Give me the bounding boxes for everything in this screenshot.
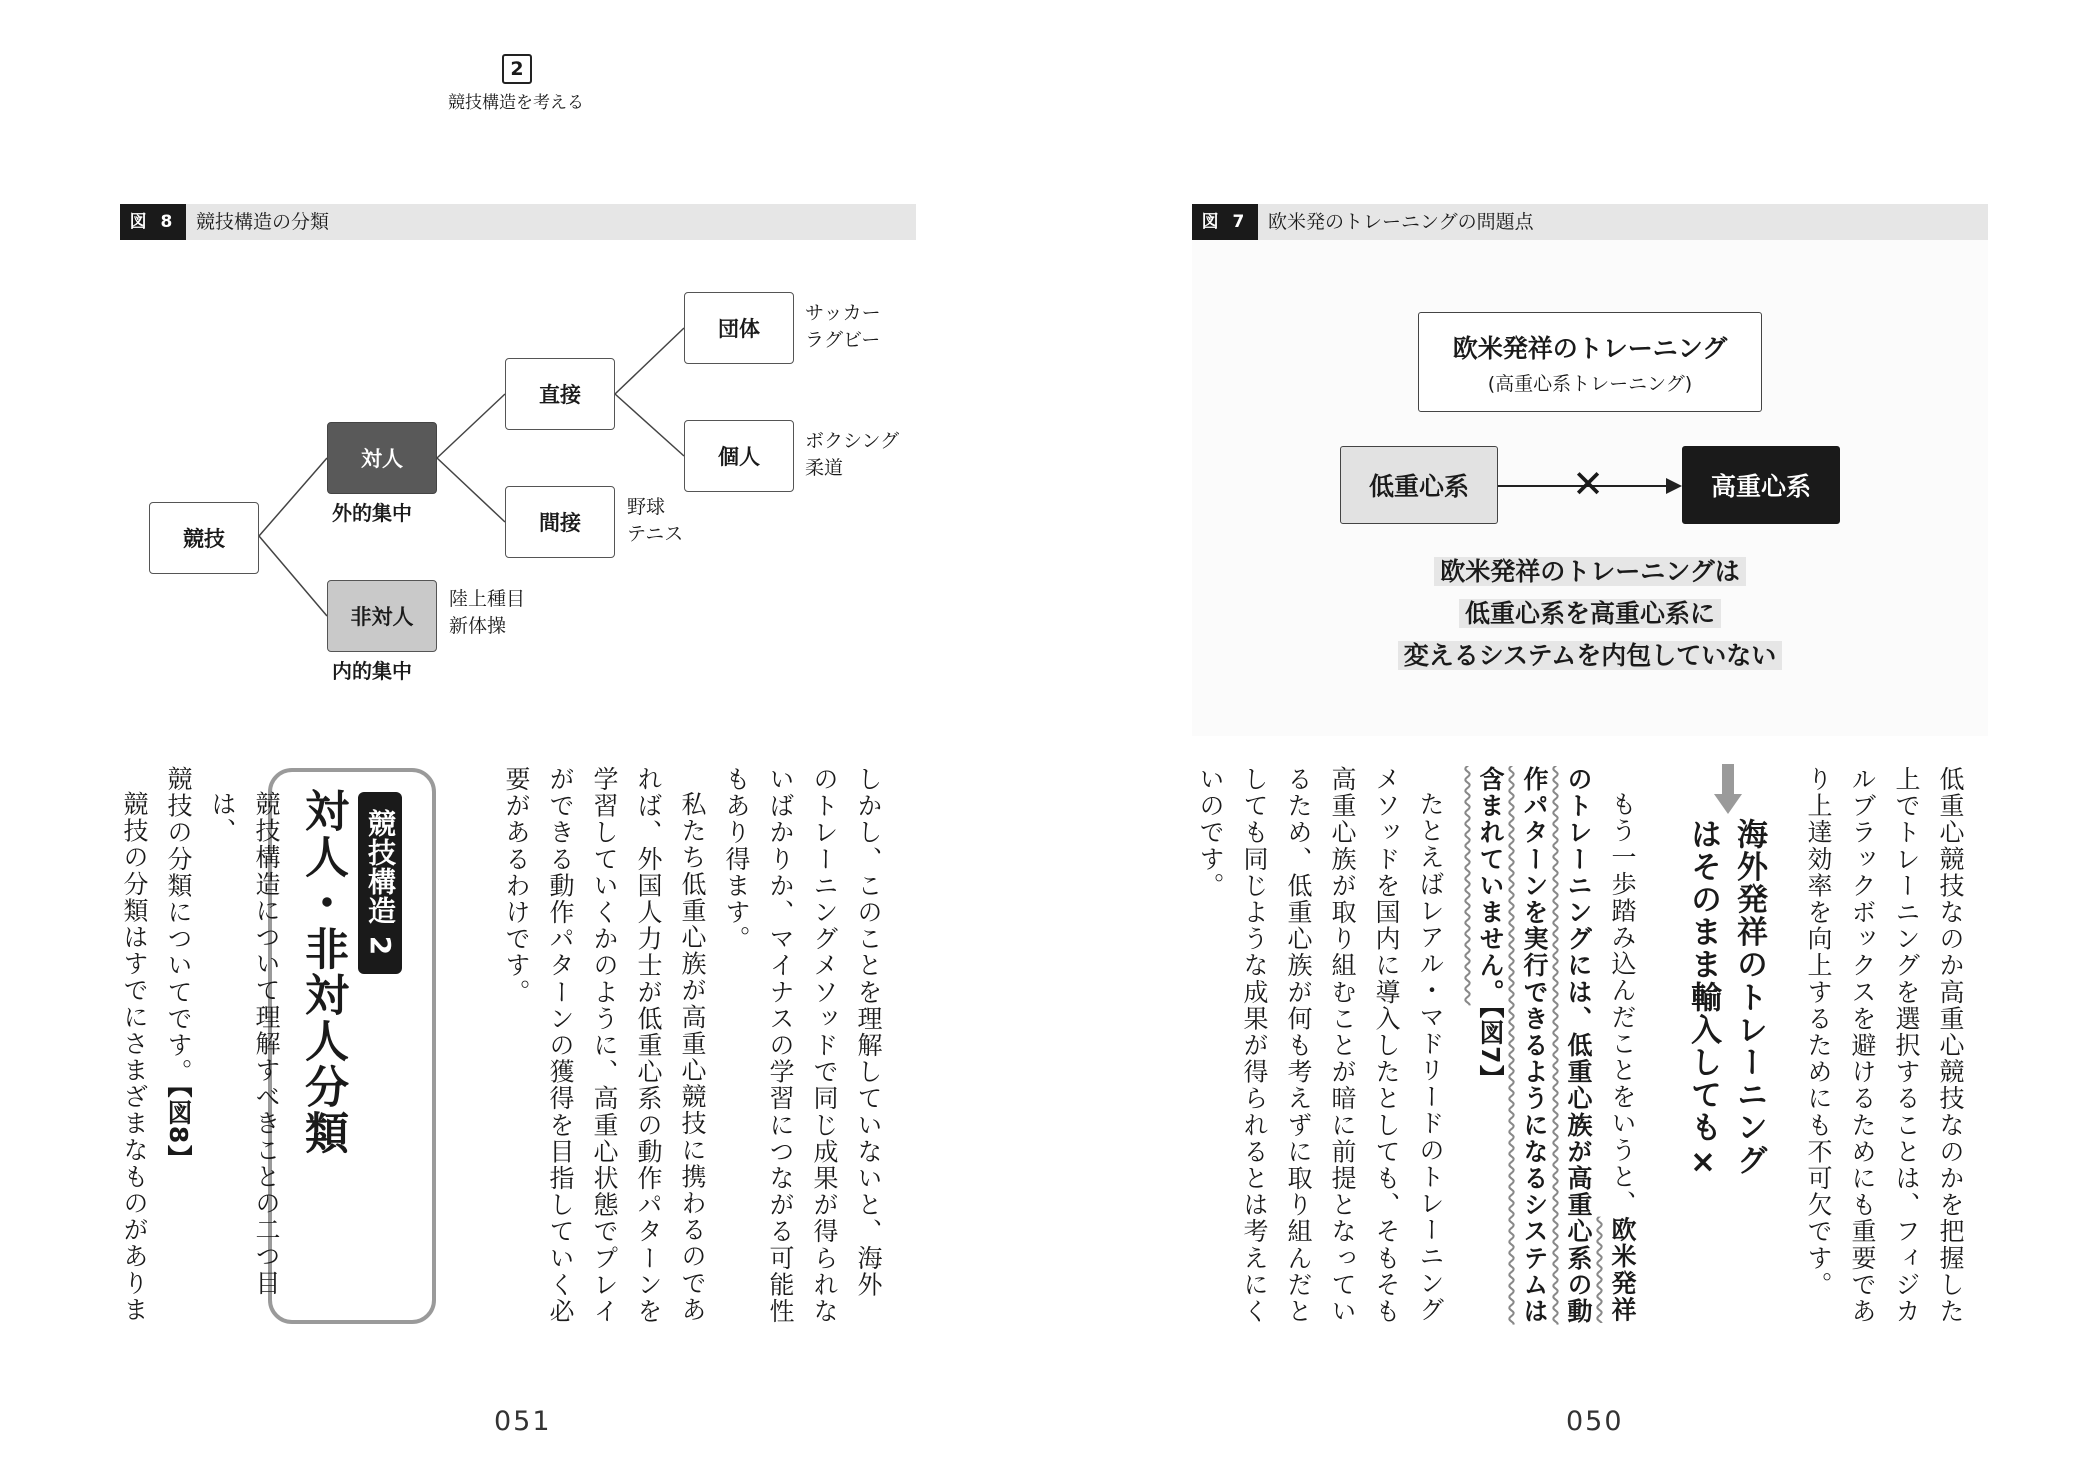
text-span: 競技の分類についてです。	[164, 766, 193, 1086]
caption-naitekishuchu: 内的集中	[332, 659, 412, 683]
text-line: 上でトレーニングを選択することは、フィジカ	[1892, 766, 1921, 1325]
node-kansetsu: 間接	[505, 486, 615, 558]
example-track: 陸上種目	[449, 588, 526, 610]
text-line: メソッドを国内に導入したとしても、そもそも	[1372, 766, 1401, 1325]
page-number-left: 051	[494, 1406, 552, 1437]
figure-ref: 【図7】	[1476, 1005, 1505, 1092]
summary-line3: 変えるシステムを内包していない	[1398, 641, 1783, 670]
examples-hitaijin	[449, 586, 525, 640]
node-hitaijin: 非対人	[327, 580, 437, 652]
text-line: もあり得ます。	[722, 766, 751, 953]
example-rugby: ラグビー	[805, 329, 881, 351]
node-kojin: 個人	[684, 420, 794, 492]
node-taijin: 対人	[327, 422, 437, 494]
cross-icon: ✕	[1572, 462, 1604, 506]
text-line: ルブラックボックスを避けるためにも重要であ	[1848, 766, 1877, 1325]
top-box-line1: 欧米発祥のトレーニング	[1452, 333, 1728, 363]
summary-line1: 欧米発祥のトレーニングは	[1434, 557, 1746, 586]
emphasis-span: 欧米発祥	[1608, 1216, 1637, 1324]
text-line	[1556, 766, 1600, 1336]
figure7-header	[1192, 204, 1988, 240]
low-center-label: 低重心系	[1368, 472, 1469, 501]
chapter-number: 2	[502, 54, 532, 84]
section-title: 対人・非対人分類	[297, 788, 348, 1156]
figure7-title: 欧米発のトレーニングの問題点	[1268, 211, 1534, 233]
text-line: ができる動作パターンの獲得を目指していく必	[546, 766, 575, 1325]
text-line: いばかりか、マイナスの学習につながる可能性	[766, 766, 795, 1325]
text-line: 低重心競技なのか高重心競技なのかを把握した	[1936, 766, 1965, 1325]
text-line: 私たち低重心族が高重心競技に携わるのであ	[678, 791, 707, 1323]
text-line: いのです。	[1196, 766, 1225, 899]
example-gymnastics: 新体操	[449, 615, 507, 637]
text-line: しかし、このことを理解していないと、海外	[854, 766, 883, 1298]
text-line: しても同じような成果が得られるとは考えにく	[1240, 766, 1269, 1325]
node-chokusetsu: 直接	[505, 358, 615, 430]
text-span: もう一歩踏み込んだことをいうと、	[1608, 791, 1637, 1217]
high-center-box	[1682, 446, 1840, 524]
emphasis-span: 作パターンを実行できるようになるシステムは	[1520, 766, 1549, 1325]
right-body-para1	[1796, 766, 1972, 1336]
text-line: るため、低重心族が何も考えずに取り組んだと	[1284, 766, 1313, 1325]
text-line	[1512, 766, 1556, 1336]
example-boxing: ボクシング	[805, 430, 900, 452]
subheading-line: 海外発祥のトレーニング	[1731, 818, 1767, 1177]
examples-kansetsu	[627, 494, 683, 548]
page-number-right: 050	[1566, 1406, 1624, 1437]
caption-gaitekishuchu: 外的集中	[332, 501, 412, 525]
text-line: 要があるわけです。	[502, 766, 531, 1006]
high-center-label: 高重心系	[1710, 472, 1811, 501]
node-kyogi: 競技	[149, 502, 259, 574]
right-body-para3	[1188, 766, 1452, 1336]
example-judo: 柔道	[805, 457, 844, 479]
figure7-tag: 図 7	[1192, 204, 1258, 240]
top-box-line2: (高重心系トレーニング)	[1487, 372, 1693, 395]
figure7-summary	[1340, 552, 1840, 676]
chapter-title: 競技構造を考える	[448, 93, 584, 113]
examples-kojin	[805, 428, 899, 482]
example-soccer: サッカー	[805, 302, 881, 324]
text-line: 競技構造について理解すべきことの二つ目は、	[208, 791, 281, 1297]
left-body-para3	[112, 766, 288, 1336]
text-line: り上達効率を向上するためにも不可欠です。	[1804, 766, 1833, 1298]
left-body-para1-2	[494, 766, 890, 1336]
text-line	[1468, 766, 1512, 1336]
section-badge: 競技構造 2	[358, 792, 402, 974]
low-center-box	[1340, 446, 1498, 524]
text-line: のトレーニングメソッドで同じ成果が得られな	[810, 766, 839, 1325]
text-line	[1600, 766, 1644, 1336]
text-line	[156, 766, 200, 1336]
text-line: れば、外国人力士が低重心系の動作パターンを	[634, 766, 663, 1325]
text-line: 高重心族が取り組むことが暗に前提となってい	[1328, 766, 1357, 1325]
right-subheading	[1680, 818, 1772, 1338]
right-body-para2	[1468, 766, 1644, 1336]
text-line: 学習していくかのように、高重心状態でプレイ	[590, 766, 619, 1325]
figure-ref: 【図8】	[164, 1085, 193, 1172]
text-line: たとえばレアル・マドリードのトレーニング	[1416, 791, 1445, 1323]
example-tennis: テニス	[627, 523, 684, 545]
emphasis-span: のトレーニングには、低重心族が高重心系の動	[1564, 766, 1593, 1325]
text-line: 競技の分類はすでにさまざまなものがありま	[120, 791, 149, 1323]
figure8-title: 競技構造の分類	[196, 211, 330, 233]
example-baseball: 野球	[627, 496, 666, 518]
summary-line2: 低重心系を高重心系に	[1459, 599, 1721, 628]
subheading-line: はそのまま輸入しても×	[1685, 818, 1721, 1182]
node-dantai: 団体	[684, 292, 794, 364]
down-arrow-icon	[1714, 764, 1742, 816]
top-box	[1418, 312, 1762, 412]
emphasis-span: 含まれていません。	[1476, 766, 1505, 1006]
examples-dantai	[805, 300, 881, 354]
figure8-tag: 図 8	[120, 204, 186, 240]
